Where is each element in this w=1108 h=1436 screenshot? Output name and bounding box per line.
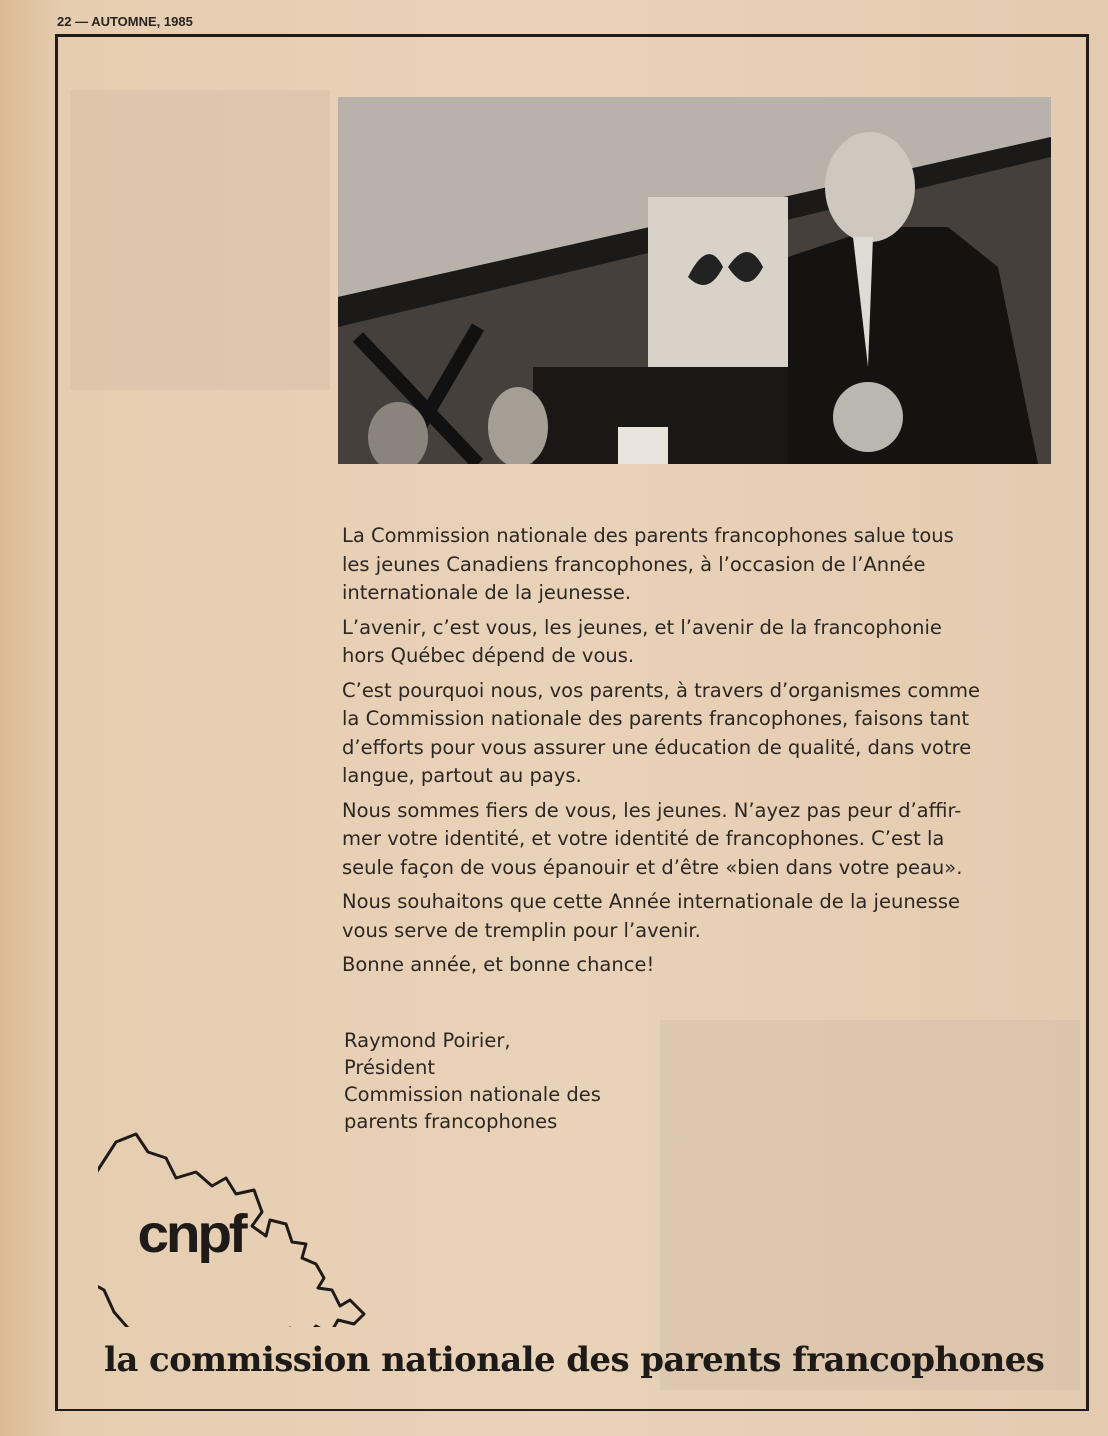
organization-tagline: la commission nationale des parents francophones (104, 1340, 1045, 1380)
paragraph-closing (342, 951, 1062, 980)
signature-name: Raymond Poirier, (344, 1029, 511, 1052)
text-line: C’est pourquoi nous, vos parents, à travers d’organismes comme (342, 678, 981, 702)
photo-speaker-at-podium (338, 97, 1051, 464)
text-line: langue, partout au pays. (342, 764, 582, 787)
text-line: La Commission nationale des parents francophones salue tous (342, 524, 954, 547)
signature-org: Commission nationale des (344, 1083, 601, 1106)
signature-title: Président (344, 1056, 435, 1079)
text-line: Nous souhaitons que cette Année internationale de la jeunesse (342, 890, 960, 913)
text-line: L’avenir, c’est vous, les jeunes, et l’avenir de la francophonie (342, 615, 942, 639)
text-line: mer votre identité, et votre identité de francophones. C’est la (342, 827, 945, 850)
text-line: vous serve de tremplin pour l’avenir. (342, 918, 701, 942)
bleed-through (70, 90, 330, 390)
text-line: d’efforts pour vous assurer une éducation de qualité, dans votre (342, 735, 972, 759)
text-line: la Commission nationale des parents francophones, faisons tant (342, 707, 970, 730)
signature-block (344, 1027, 601, 1135)
paragraph-identity (342, 797, 1062, 883)
text-line: internationale de la jeunesse. (342, 581, 632, 604)
paragraph-wish (342, 888, 1062, 945)
paragraph-efforts (342, 677, 1062, 791)
signature-org: parents francophones (344, 1110, 558, 1133)
text-line: les jeunes Canadiens francophones, à l’occasion de l’Année (342, 552, 926, 576)
bleed-through (660, 1020, 1080, 1390)
text-line: seule façon de vous épanouir et d’être «bien dans votre peau». (342, 855, 963, 879)
text-line: hors Québec dépend de vous. (342, 644, 635, 667)
paragraph-future (342, 614, 1062, 671)
page-header: 22 — AUTOMNE, 1985 (57, 14, 193, 29)
paragraph-greeting (342, 522, 1062, 608)
logo-wordmark: cnpf (137, 1204, 245, 1264)
message-body (342, 522, 1062, 986)
text-line: Bonne année, et bonne chance! (342, 953, 655, 976)
text-line: Nous sommes fiers de vous, les jeunes. N’ayez pas peur d’affir- (342, 798, 962, 822)
